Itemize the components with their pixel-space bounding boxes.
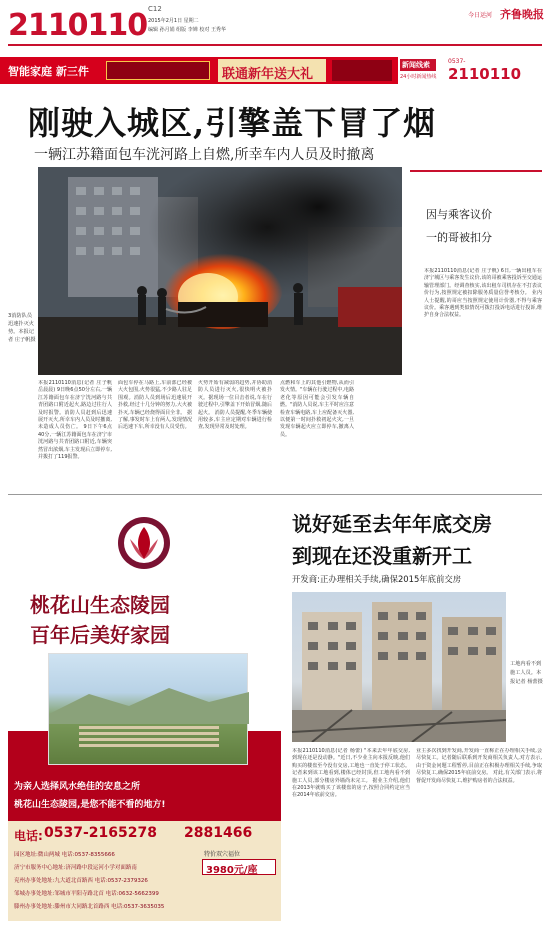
article1-subhead: 一辆江苏籍面包车洸河路上自燃,所幸车内人员及时撤离 (34, 147, 375, 163)
office-4: 滕州办事处地址:滕州市大同路北首路西 电话:0537-3635035 (14, 904, 165, 910)
side-rule-top (410, 170, 542, 172)
ad-contact-panel (8, 821, 281, 921)
ad-phone-2[interactable]: 2881466 (184, 825, 253, 841)
landscape-illustration (49, 654, 249, 766)
brand-right: 今日运河 (468, 12, 493, 19)
article2-headline-2: 到现在还没重新开工 (292, 544, 472, 568)
construction-photo-caption: 工地内看不到施工人员。本报记者 杨蕾摄 (510, 661, 543, 685)
article1-col-4: 点燃和车上的其他引燃物,从而引发火情。"车辆在行驶过程中,电路老化等原因可能会引发车辆自燃。"消防人员说,车主平时应注意检查车辆电路,车上应配备灭火器,以便第一时间扑救初起火灾,一旦发现车辆起火应立即停车,撤离人员。 (280, 380, 354, 438)
lotus-logo-icon (116, 515, 172, 571)
date-line: 2015年2月1日 星期二 (148, 18, 199, 24)
article2-col-2: 业主多次找到开发商,开发商一直称正在办理相关手续,会尽快复工。记者随后联系到开发商相关负责人,对方表示,由于资金问题工程暂停,目前正在积极办理相关手续,争取尽快复工,确保2015年底前交房。 对此,有关部门表示,将督促开发商尽快复工,维护购房者的合法权益。 (416, 748, 542, 784)
side-article-text: 本报2110110消息(记者 庄子帆) 6日,一辆出租车在济宁城区与乘客发生议价,该的哥被乘客投诉至交通运输管理部门。经调查核实,该出租车司机存在不打表议价行为,按照规定被扣除服务质量信誉考核分。 业内人士提醒,的哥应当按照规定使用计价器,不得与乘客议价。乘客遇到类似情况可拨打投诉电话进行投诉,维护自身合法权益。 (424, 268, 542, 319)
ad-price: 3980元/座 (206, 865, 258, 876)
side-title-line-1: 因与乘客议价 (426, 208, 492, 221)
article1-headline: 刚驶入城区,引擎盖下冒了烟 (28, 104, 437, 142)
office-0: 园区地址:微山两城 电话:0537-8355666 (14, 852, 115, 858)
page-label: C12 (148, 5, 162, 13)
top-banner-ad[interactable] (0, 57, 550, 84)
cemetery-ad[interactable] (8, 503, 281, 921)
banner-center-box (218, 59, 326, 82)
article2-subhead: 开发商:正办理相关手续,确保2015年底前交房 (292, 574, 462, 584)
ad-landscape-photo (48, 653, 248, 765)
fire-photo-caption: 3消防队员迅速扑灭火势。本报记者 庄子帆摄 (8, 313, 36, 343)
news-hotline-title: 新闻线索 (402, 61, 430, 69)
article2-headline-1: 说好延至去年年底交房 (292, 512, 492, 536)
side-title-line-2: 一的哥被扣分 (426, 231, 492, 244)
article1-col-2: 面包车停在马路上,车前部已经被大火包围,火势很猛,不少路人驻足围观。消防人员到场后迅速展开扑救,经过十几分钟的努力,大火被扑灭,车辆已经烧得面目全非。 据了解,事发时车上有两人,发现情况后迅速下车,所幸没有人员受伤。 (118, 380, 192, 431)
fire-scene-illustration (38, 167, 402, 375)
office-1: 济宁市服务中心地址:济河路中段运河小学对面路南 (14, 865, 137, 871)
construction-illustration (292, 592, 506, 742)
ad-title-2: 百年后美好家园 (30, 623, 170, 647)
article1-col-1: 本报2110110消息(记者 庄子帆 岳晨晨) 9日晚6点50分左右,一辆江苏籍面包车在济宁洸河路与共青团路口附近起火,路边过往行人及时报警。消防人员赶到后迅速展开灭火,所幸车内人员及时撤离,未造成人员伤亡。 9日下午6点40分,一辆江苏籍面包车在济宁市洸河路与共青团路口附近,车辆突然冒出浓烟,车主发现后立即停车,并拨打了119报警。 (38, 380, 112, 461)
article2-col-1: 本报2110110消息(记者 杨蕾) "本来去年年底交房,到现在还是没动静。"近日,不少业主向本报反映,他们购买的楼盘至今没有交房,工地也一直处于停工状态。 记者来到该工地看到,楼体已经封顶,但工地内看不到施工人员,部分楼房外墙尚未完工。 据业主介绍,他们在2013年就购买了该楼盘的房子,按照合同约定应当在2014年底前交房。 (292, 748, 410, 799)
ad-slogan-2: 桃花山生态陵园,是您不能不看的地方! (14, 800, 166, 810)
banner-gift-box (332, 60, 392, 81)
fire-photo (38, 167, 402, 375)
ad-office-list (14, 849, 200, 919)
masthead-rule (8, 44, 542, 46)
construction-photo (292, 592, 506, 742)
ad-price-label: 特价双穴福位 (204, 851, 241, 858)
hotline-number: 2110110 (448, 65, 522, 83)
office-2: 兖州办事处地址:九大道北首路西 电话:0537-2379326 (14, 878, 148, 884)
article1-col-3: 火势开始有减弱的趋势,并协助消防人员进行灭火,很快明火被扑灭。据现场一位目击者说,车在行驶过程中,引擎盖下开始冒烟,随后起火。 消防人员提醒,冬季车辆使用较多,车主应定期对车辆进行检查,发现异常及时处理。 (198, 380, 272, 431)
banner-center-text: 联通新年送大礼 (222, 67, 314, 82)
ad-phone-1[interactable]: 0537-2165278 (44, 825, 157, 841)
masthead-number: 2110110 (8, 8, 148, 43)
banner-left-text: 智能家庭 新三件 (8, 65, 89, 78)
ad-phone-label: 电话: (14, 829, 43, 843)
hotline-prefix: 0537- (448, 58, 466, 65)
brand-logo: 齐鲁晚报 (500, 8, 544, 21)
section-divider (8, 494, 542, 495)
editors-line: 编辑 孙月娟 组版 李婵 校对 王秀华 (148, 27, 226, 33)
ad-slogan-1: 为亲人选择风水绝佳的安息之所 (14, 782, 141, 792)
news-hotline-box (398, 57, 550, 84)
news-hotline-sub: 24小时新闻热线 (400, 74, 437, 80)
office-3: 邹城办事处地址:邹城市平阳寺路北首 电话:0632-5662399 (14, 891, 159, 897)
ad-title-1: 桃花山生态陵园 (30, 593, 170, 617)
banner-promo-box (106, 61, 210, 80)
